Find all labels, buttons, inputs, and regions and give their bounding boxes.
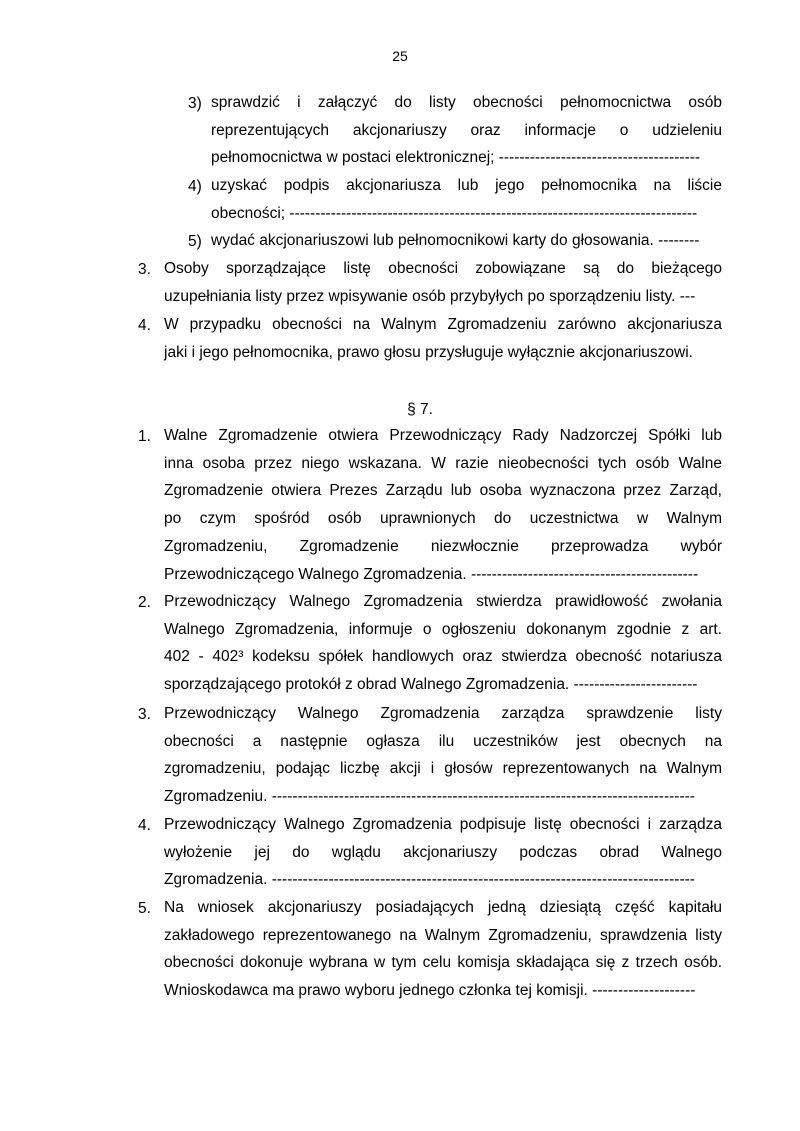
list-number: 4. bbox=[138, 817, 151, 834]
text-line: sporządzającego protokół z obrad Walnego Zgromadzenia. ------------------------ bbox=[164, 676, 698, 694]
list-number: 5. bbox=[138, 900, 151, 917]
list-number: 5) bbox=[188, 233, 202, 250]
text-line: wyłożenie jej do wglądu akcjonariuszy podczas obrad Walnego bbox=[164, 843, 722, 861]
list-number: 4. bbox=[138, 317, 151, 334]
text-line: Walnego Zgromadzenia, informuje o ogłoszeniu dokonanym zgodnie z art. bbox=[164, 620, 722, 638]
list-number: 1. bbox=[138, 428, 151, 445]
text-line: wydać akcjonariuszowi lub pełnomocnikowi karty do głosowania. -------- bbox=[211, 232, 700, 249]
text-line: inna osoba przez niego wskazana. W razie nieobecności tych osób Walne bbox=[164, 454, 722, 472]
text-line: uzupełniania listy przez wpisywanie osób przybyłych po sporządzeniu listy. --- bbox=[164, 287, 696, 305]
text-line: obecności a następnie ogłasza ilu uczestników jest obecnych na bbox=[164, 732, 722, 750]
text-line: Walne Zgromadzenie otwiera Przewodniczący Rady Nadzorczej Spółki lub bbox=[164, 427, 722, 444]
list-number: 3) bbox=[188, 95, 202, 112]
text-line: Zgromadzeniu, Zgromadzenie niezwłocznie przeprowadza wybór bbox=[164, 537, 722, 555]
text-line: Na wniosek akcjonariuszy posiadających jedną dziesiątą część kapitału bbox=[164, 899, 722, 916]
text-line: reprezentujących akcjonariuszy oraz informacje o udzieleniu bbox=[211, 121, 722, 139]
text-line: pełnomocnictwa w postaci elektronicznej; --------------------------------------- bbox=[211, 149, 701, 167]
list-number: 3. bbox=[138, 261, 151, 278]
text-line: Zgromadzeniu. ---------------------------------------------------------------------------------- bbox=[164, 788, 695, 806]
list-number: 3. bbox=[138, 706, 151, 723]
text-line: Przewodniczący Walnego Zgromadzenia zarządza sprawdzenie listy bbox=[164, 705, 722, 722]
text-line: zakładowego reprezentowanego na Walnym Zgromadzeniu, sprawdzenia listy bbox=[164, 926, 722, 944]
text-line: Przewodniczący Walnego Zgromadzenia stwierdza prawidłowość zwołania bbox=[164, 593, 722, 610]
text-line: Przewodniczącego Walnego Zgromadzenia. -------------------------------------------- bbox=[164, 565, 699, 583]
text-line: Zgromadzenia. ---------------------------------------------------------------------------------- bbox=[164, 871, 695, 889]
text-line: jaki i jego pełnomocnika, prawo głosu przysługuje wyłącznie akcjonariuszowi. bbox=[164, 343, 693, 361]
text-line: Osoby sporządzające listę obecności zobowiązane są do bieżącego bbox=[164, 260, 722, 277]
text-line: zgromadzeniu, podając liczbę akcji i głosów reprezentowanych na Walnym bbox=[164, 760, 722, 778]
text-line: obecności dokonuje wybrana w tym celu komisja składająca się z trzech osób. bbox=[164, 954, 722, 972]
text-line: uzyskać podpis akcjonariusza lub jego pełnomocnika na liście bbox=[211, 177, 722, 194]
text-line: obecności; ------------------------------------------------------------------------------- bbox=[211, 204, 698, 222]
page-number: 25 bbox=[392, 48, 408, 64]
section-heading: § 7. bbox=[407, 401, 433, 418]
text-line: po czym spośród osób uprawnionych do uczestnictwa w Walnym bbox=[164, 510, 722, 528]
list-number: 4) bbox=[188, 178, 202, 195]
text-line: W przypadku obecności na Walnym Zgromadzeniu zarówno akcjonariusza bbox=[164, 316, 722, 333]
text-line: sprawdzić i załączyć do listy obecności pełnomocnictwa osób bbox=[211, 94, 722, 111]
text-line: 402 - 402³ kodeksu spółek handlowych oraz stwierdza obecność notariusza bbox=[164, 648, 722, 666]
text-line: Wnioskodawca ma prawo wyboru jednego członka tej komisji. -------------------- bbox=[164, 982, 696, 1000]
text-line: Zgromadzenie otwiera Prezes Zarządu lub osoba wyznaczona przez Zarząd, bbox=[164, 482, 722, 500]
list-number: 2. bbox=[138, 594, 151, 611]
text-line: Przewodniczący Walnego Zgromadzenia podpisuje listę obecności i zarządza bbox=[164, 816, 722, 833]
